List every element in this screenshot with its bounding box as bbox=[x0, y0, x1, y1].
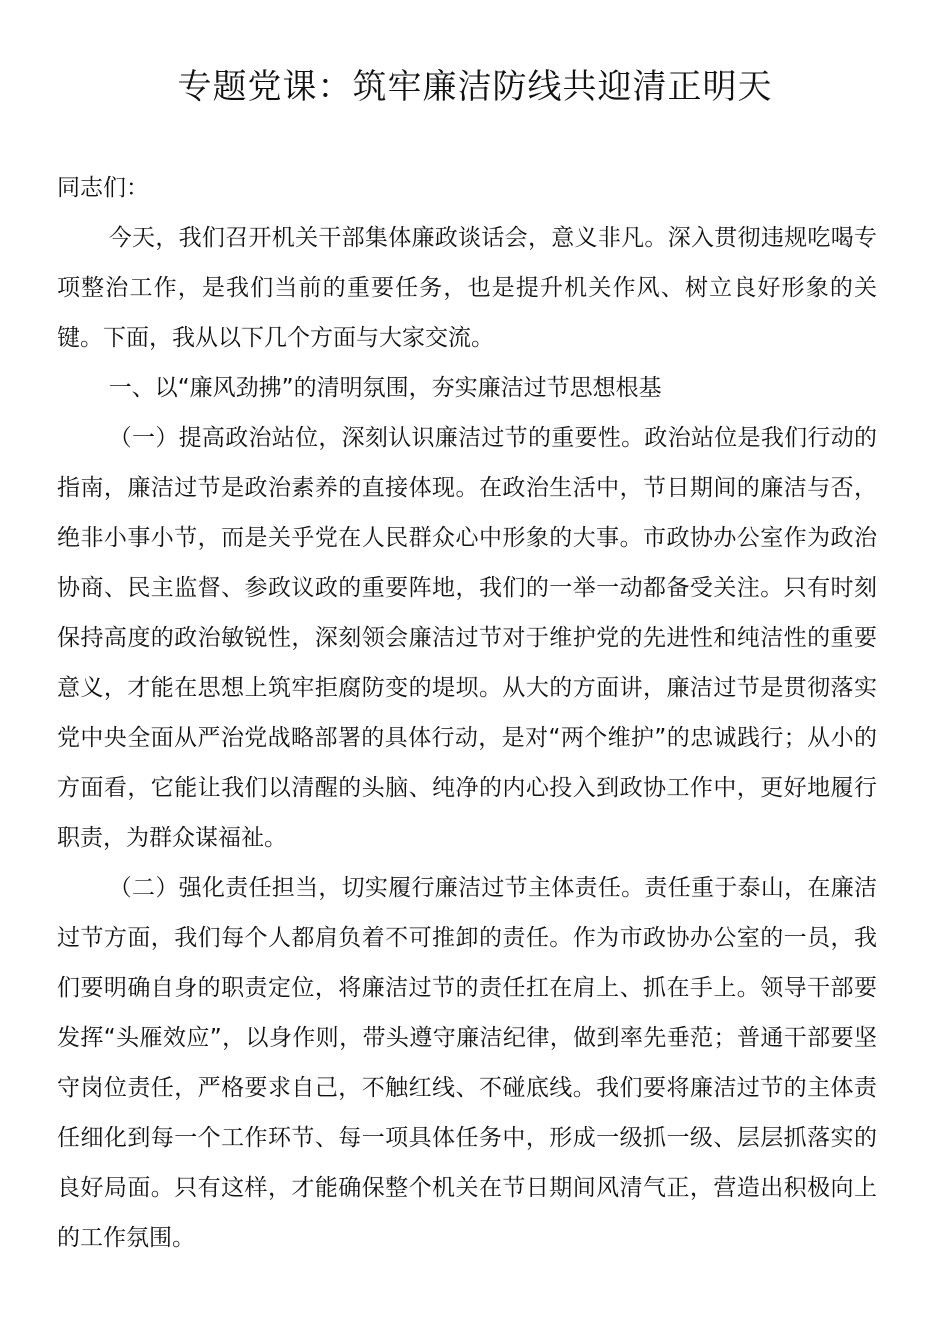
paragraph-intro: 今天，我们召开机关干部集体廉政谈话会，意义非凡。深入贯彻违规吃喝专项整治工作，是我们当前的重要任务，也是提升机关作风、树立良好形象的关键。下面，我从以下几个方面与大家交流。 bbox=[57, 225, 877, 351]
paragraph-subsection-1: （一）提高政治站位，深刻认识廉洁过节的重要性。政治站位是我们行动的指南，廉洁过节是政治素养的直接体现。在政治生活中，节日期间的廉洁与否，绝非小事小节，而是关乎党在人民群众心中形象的大事。市政协办公室作为政治协商、民主监督、参政议政的重要阵地，我们的一举一动都备受关注。只有时刻保持高度的政治敏锐性，深刻领会廉洁过节对于维护党的先进性和纯洁性的重要意义，才能在思想上筑牢拒腐防变的堤坝。从大的方面讲，廉洁过节是贯彻落实党中央全面从严治党战略部署的具体行动，是对“两个维护”的忠诚践行；从小的方面看，它能让我们以清醒的头脑、纯净的内心投入到政协工作中，更好地履行职责，为群众谋福祉。 bbox=[57, 425, 877, 851]
document-body bbox=[57, 163, 877, 1263]
paragraph-subsection-2: （二）强化责任担当，切实履行廉洁过节主体责任。责任重于泰山，在廉洁过节方面，我们每个人都肩负着不可推卸的责任。作为市政协办公室的一员，我们要明确自身的职责定位，将廉洁过节的责任扛在肩上、抓在手上。领导干部要发挥“头雁效应”，以身作则，带头遵守廉洁纪律，做到率先垂范；普通干部要坚守岗位责任，严格要求自己，不触红线、不碰底线。我们要将廉洁过节的主体责任细化到每一个工作环节、每一项具体任务中，形成一级抓一级、层层抓落实的良好局面。只有这样，才能确保整个机关在节日期间风清气正，营造出积极向上的工作氛围。 bbox=[57, 875, 877, 1251]
salutation: 同志们： bbox=[57, 175, 149, 201]
document-title: 专题党课：筑牢廉洁防线共迎清正明天 bbox=[177, 67, 773, 107]
section-heading-1: 一、以“廉风劲拂”的清明氛围，夯实廉洁过节思想根基 bbox=[108, 375, 662, 401]
